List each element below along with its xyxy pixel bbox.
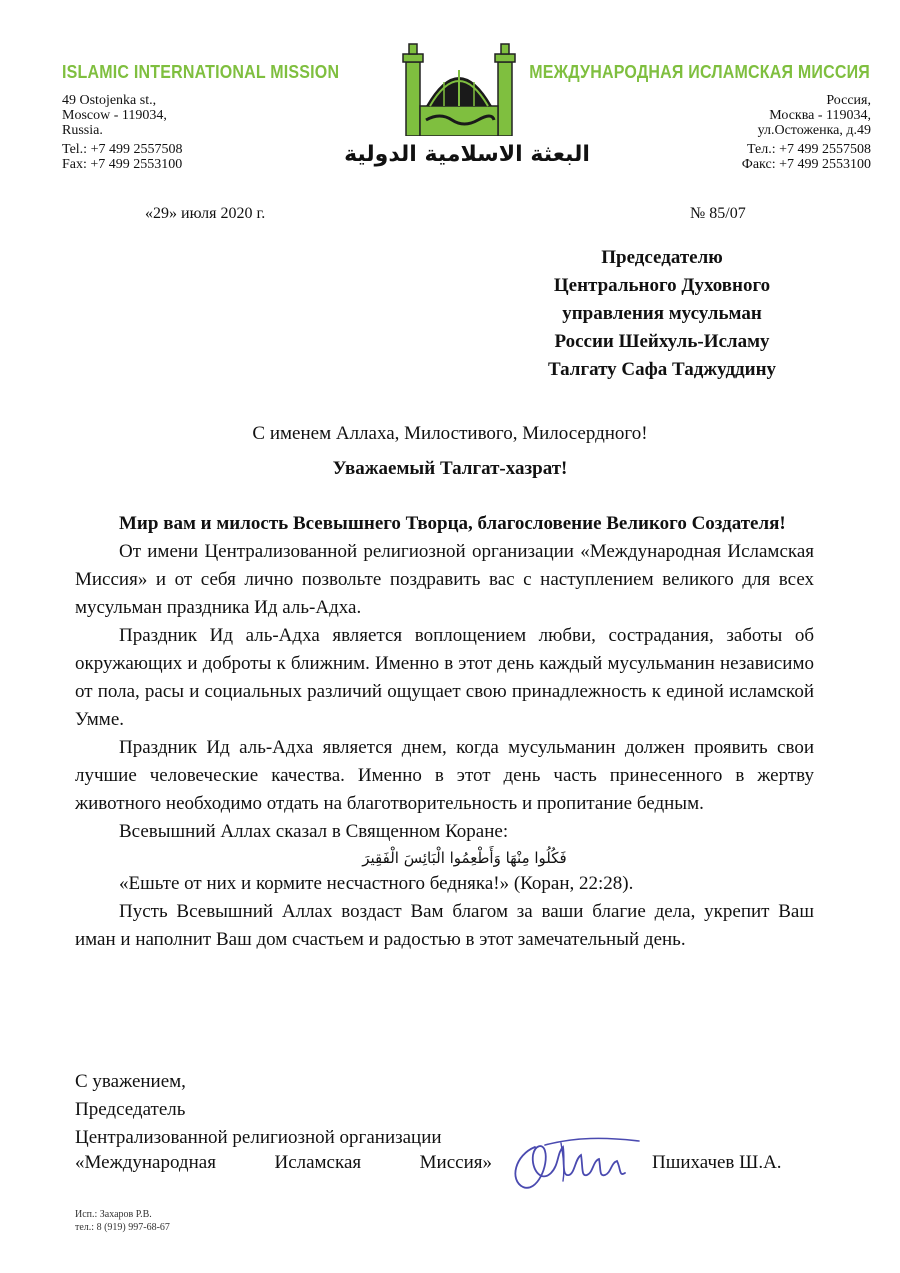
greeting: Уважаемый Талгат-хазрат! [332, 458, 568, 479]
paragraph-translation: «Ешьте от них и кормите несчастного бедняка!» (Коран, 22:28). [119, 873, 634, 894]
org-name-arabic: البعثة الاسلامية الدولية [344, 142, 590, 167]
basmala: С именем Аллаха, Милостивого, Милосердного! [252, 423, 648, 444]
address-english: 49 Ostojenka st., Moscow - 119034, Russia. [62, 93, 167, 138]
letter-number: № 85/07 [690, 205, 746, 222]
letter-body [75, 510, 814, 954]
executor-info: Исп.: Захаров Р.В. тел.: 8 (919) 997-68-67 [75, 1209, 170, 1233]
handwritten-signature [505, 1125, 645, 1195]
address-russian: Россия, Москва - 119034, ул.Остоженка, д.49 [757, 93, 871, 138]
paragraph: Праздник Ид аль-Адха является днем, когда мусульманин должен проявить свои лучшие человеческие качества. Именно в этот день часть принесенного в жертву животного необходимо отдать на благотворительность и пропитание бедным. [75, 737, 814, 814]
closing-org-name: «Международная Исламская Миссия» [75, 1152, 492, 1173]
quran-verse-arabic: فَكُلُوا مِنْهَا وَأَطْعِمُوا الْبَائِسَ الْفَقِيرَ [362, 849, 567, 867]
org-name-english: ISLAMIC INTERNATIONAL MISSION [62, 63, 340, 83]
paragraph: Пусть Всевышний Аллах воздаст Вам благом за ваши благие дела, укрепит Ваш иман и наполнит Ваш дом счастьем и радостью в этот замечательный день. [75, 901, 814, 950]
org-name-russian: МЕЖДУНАРОДНАЯ ИСЛАМСКАЯ МИССИЯ [529, 63, 870, 83]
contacts-russian: Тел.: +7 499 2557508 Факс: +7 499 2553100 [741, 142, 871, 172]
closing-block: С уважением, Председатель Централизованной религиозной организации [75, 1071, 442, 1148]
signer-name: Пшихачев Ш.А. [652, 1152, 782, 1173]
letter-date: «29» июля 2020 г. [145, 205, 266, 222]
mosque-logo-icon [400, 40, 518, 136]
paragraph-salutation: Мир вам и милость Всевышнего Творца, благословение Великого Создателя! [119, 513, 786, 534]
paragraph: Праздник Ид аль-Адха является воплощением любви, сострадания, заботы об окружающих и доброты к ближним. Именно в этот день каждый мусульманин независимо от пола, расы и социальных различий ощущает свою принадлежность к единой исламской Умме. [75, 625, 814, 730]
addressee-block: Председателю Центрального Духовного управления мусульман России Шейхуль-Исламу Талгату Сафа Таджуддину [547, 247, 777, 380]
contacts-english: Tel.: +7 499 2557508 Fax: +7 499 2553100 [62, 142, 183, 172]
paragraph: От имени Централизованной религиозной организации «Международная Исламская Миссия» и от себя лично позвольте поздравить вас с наступлением великого для всех мусульман праздника Ид аль-Адха. [75, 541, 814, 618]
paragraph: Всевышний Аллах сказал в Священном Коране: [119, 821, 509, 842]
